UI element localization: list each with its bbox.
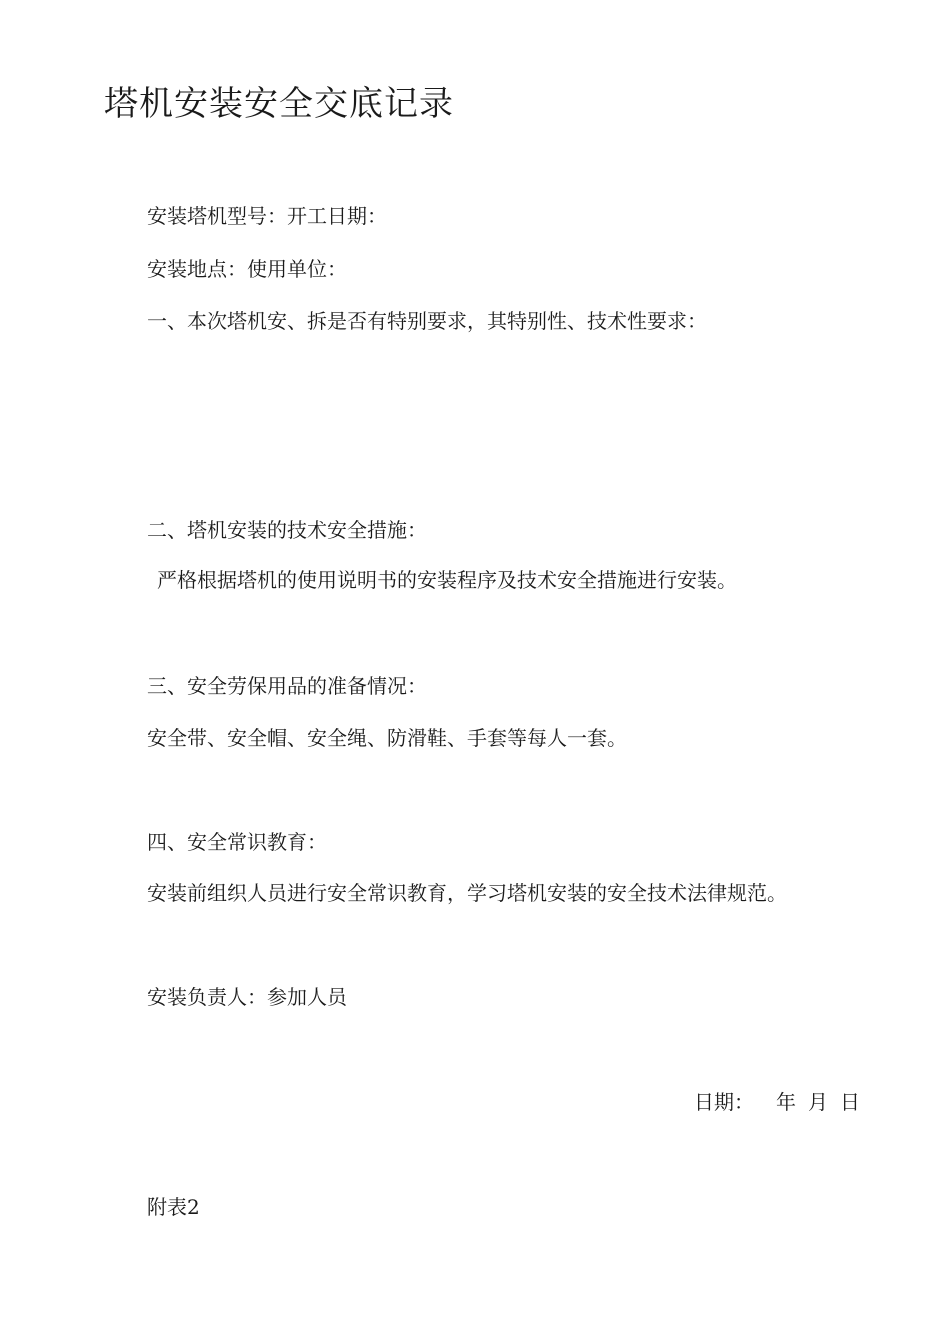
date-line: [694, 1088, 860, 1116]
document-title: 塔机安装安全交底记录: [104, 84, 454, 124]
field-model-and-date: 安装塔机型号：开工日期：: [147, 204, 387, 228]
section-3-heading: 三、安全劳保用品的准备情况：: [147, 674, 427, 698]
section-3-body: 安全带、安全帽、安全绳、防滑鞋、手套等每人一套。: [147, 726, 627, 750]
field-location-and-unit: 安装地点：使用单位：: [147, 257, 347, 281]
date-label: 日期：: [694, 1090, 754, 1114]
section-2-heading: 二、塔机安装的技术安全措施：: [147, 518, 427, 542]
section-4-body: 安装前组织人员进行安全常识教育，学习塔机安装的安全技术法律规范。: [147, 881, 787, 905]
date-year: 年: [776, 1090, 796, 1114]
section-2-body: 严格根据塔机的使用说明书的安装程序及技术安全措施进行安装。: [157, 568, 737, 592]
signoff-line: 安装负责人：参加人员: [147, 985, 347, 1009]
date-day: 日: [840, 1090, 860, 1114]
date-month: 月: [808, 1090, 828, 1114]
section-4-heading: 四、安全常识教育：: [147, 830, 327, 854]
section-1-heading: 一、本次塔机安、拆是否有特别要求，其特别性、技术性要求：: [147, 309, 707, 333]
appendix-label: 附表2: [147, 1195, 200, 1219]
